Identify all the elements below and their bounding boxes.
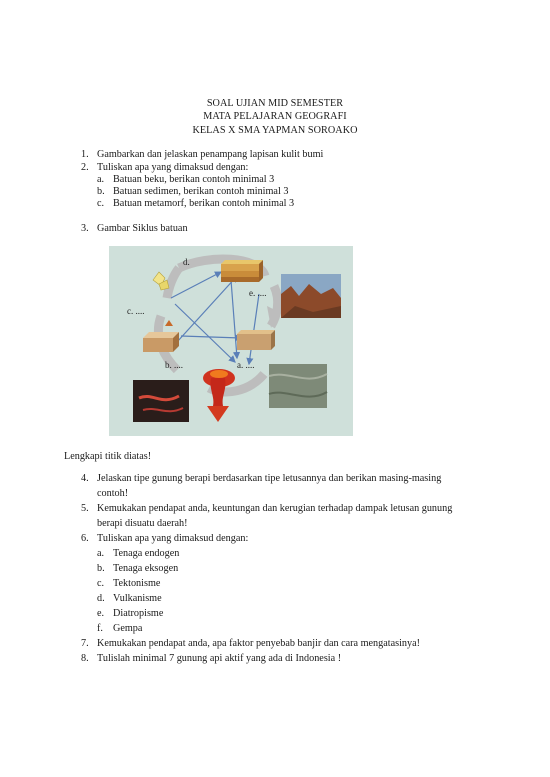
sub-item-text: Tenaga endogen bbox=[113, 548, 180, 559]
sub-item-letter: c. bbox=[97, 198, 105, 209]
label-e: e. .... bbox=[249, 288, 267, 298]
question-number: 5. bbox=[81, 503, 89, 514]
label-b: b. .... bbox=[165, 360, 183, 370]
sub-item-text: Diatropisme bbox=[113, 608, 164, 619]
lava-photo bbox=[133, 380, 189, 422]
header-line-3: KELAS X SMA YAPMAN SOROAKO bbox=[192, 124, 358, 136]
question-5-continued: berapi disuatu daerah! bbox=[97, 518, 188, 529]
sub-item-letter: c. bbox=[97, 578, 105, 589]
question-number: 1. bbox=[81, 149, 89, 160]
question-number: 4. bbox=[81, 473, 89, 484]
question-text: Gambarkan dan jelaskan penampang lapisan kulit bumi bbox=[97, 149, 324, 160]
question-number: 8. bbox=[81, 653, 89, 664]
canyon-photo bbox=[281, 274, 341, 318]
sub-item-letter: b. bbox=[97, 563, 105, 574]
question-text: Gambar Siklus batuan bbox=[97, 223, 188, 234]
rock-cycle-figure bbox=[109, 246, 353, 436]
question-number: 3. bbox=[81, 223, 89, 234]
question-text: Tuliskan apa yang dimaksud dengan: bbox=[97, 162, 249, 173]
sub-item-text: Tektonisme bbox=[113, 578, 161, 589]
question-text: Kemukakan pendapat anda, apa faktor penyebab banjir dan cara mengatasinya! bbox=[97, 638, 421, 649]
label-a: a. .... bbox=[237, 360, 255, 370]
header-line-2: MATA PELAJARAN GEOGRAFI bbox=[203, 111, 347, 123]
document-header bbox=[0, 97, 550, 137]
sub-item-text: Batuan sedimen, berikan contoh minimal 3 bbox=[113, 186, 289, 197]
label-c: c. .... bbox=[127, 306, 145, 316]
question-text: Jelaskan tipe gunung berapi berdasarkan tipe letusannya dan berikan masing-masing bbox=[97, 473, 442, 484]
rock-cycle-diagram bbox=[109, 246, 353, 436]
sub-item-text: Tenaga eksogen bbox=[113, 563, 179, 574]
marble-photo bbox=[269, 364, 327, 408]
sub-item-letter: f. bbox=[97, 623, 103, 634]
question-text: Tuliskan apa yang dimaksud dengan: bbox=[97, 533, 249, 544]
crystal-icon bbox=[153, 272, 169, 290]
question-text: Tulislah minimal 7 gunung api aktif yang ada di Indonesia ! bbox=[97, 653, 342, 664]
sub-item-letter: b. bbox=[97, 186, 105, 197]
sub-item-text: Vulkanisme bbox=[113, 593, 162, 604]
instruction-text: Lengkapi titik diatas! bbox=[64, 451, 152, 462]
metamorphic-rock-block bbox=[237, 330, 275, 350]
question-number: 6. bbox=[81, 533, 89, 544]
question-number: 2. bbox=[81, 162, 89, 173]
sub-item-letter: d. bbox=[97, 593, 105, 604]
header-line-1: SOAL UJIAN MID SEMESTER bbox=[206, 98, 344, 109]
sub-item-text: Gempa bbox=[113, 623, 143, 634]
label-d: d. bbox=[183, 257, 190, 267]
question-text: Kemukakan pendapat anda, keuntungan dan kerugian terhadap dampak letusan gunung bbox=[97, 503, 453, 514]
sub-item-letter: a. bbox=[97, 548, 105, 559]
sub-item-text: Batuan metamorf, berikan contoh minimal 3 bbox=[113, 198, 295, 209]
sub-item-letter: e. bbox=[97, 608, 105, 619]
sedimentary-rock-block bbox=[221, 260, 263, 282]
question-4-continued: contoh! bbox=[97, 488, 129, 499]
sub-item-text: Batuan beku, berikan contoh minimal 3 bbox=[113, 174, 275, 185]
sub-item-letter: a. bbox=[97, 174, 105, 185]
question-number: 7. bbox=[81, 638, 89, 649]
